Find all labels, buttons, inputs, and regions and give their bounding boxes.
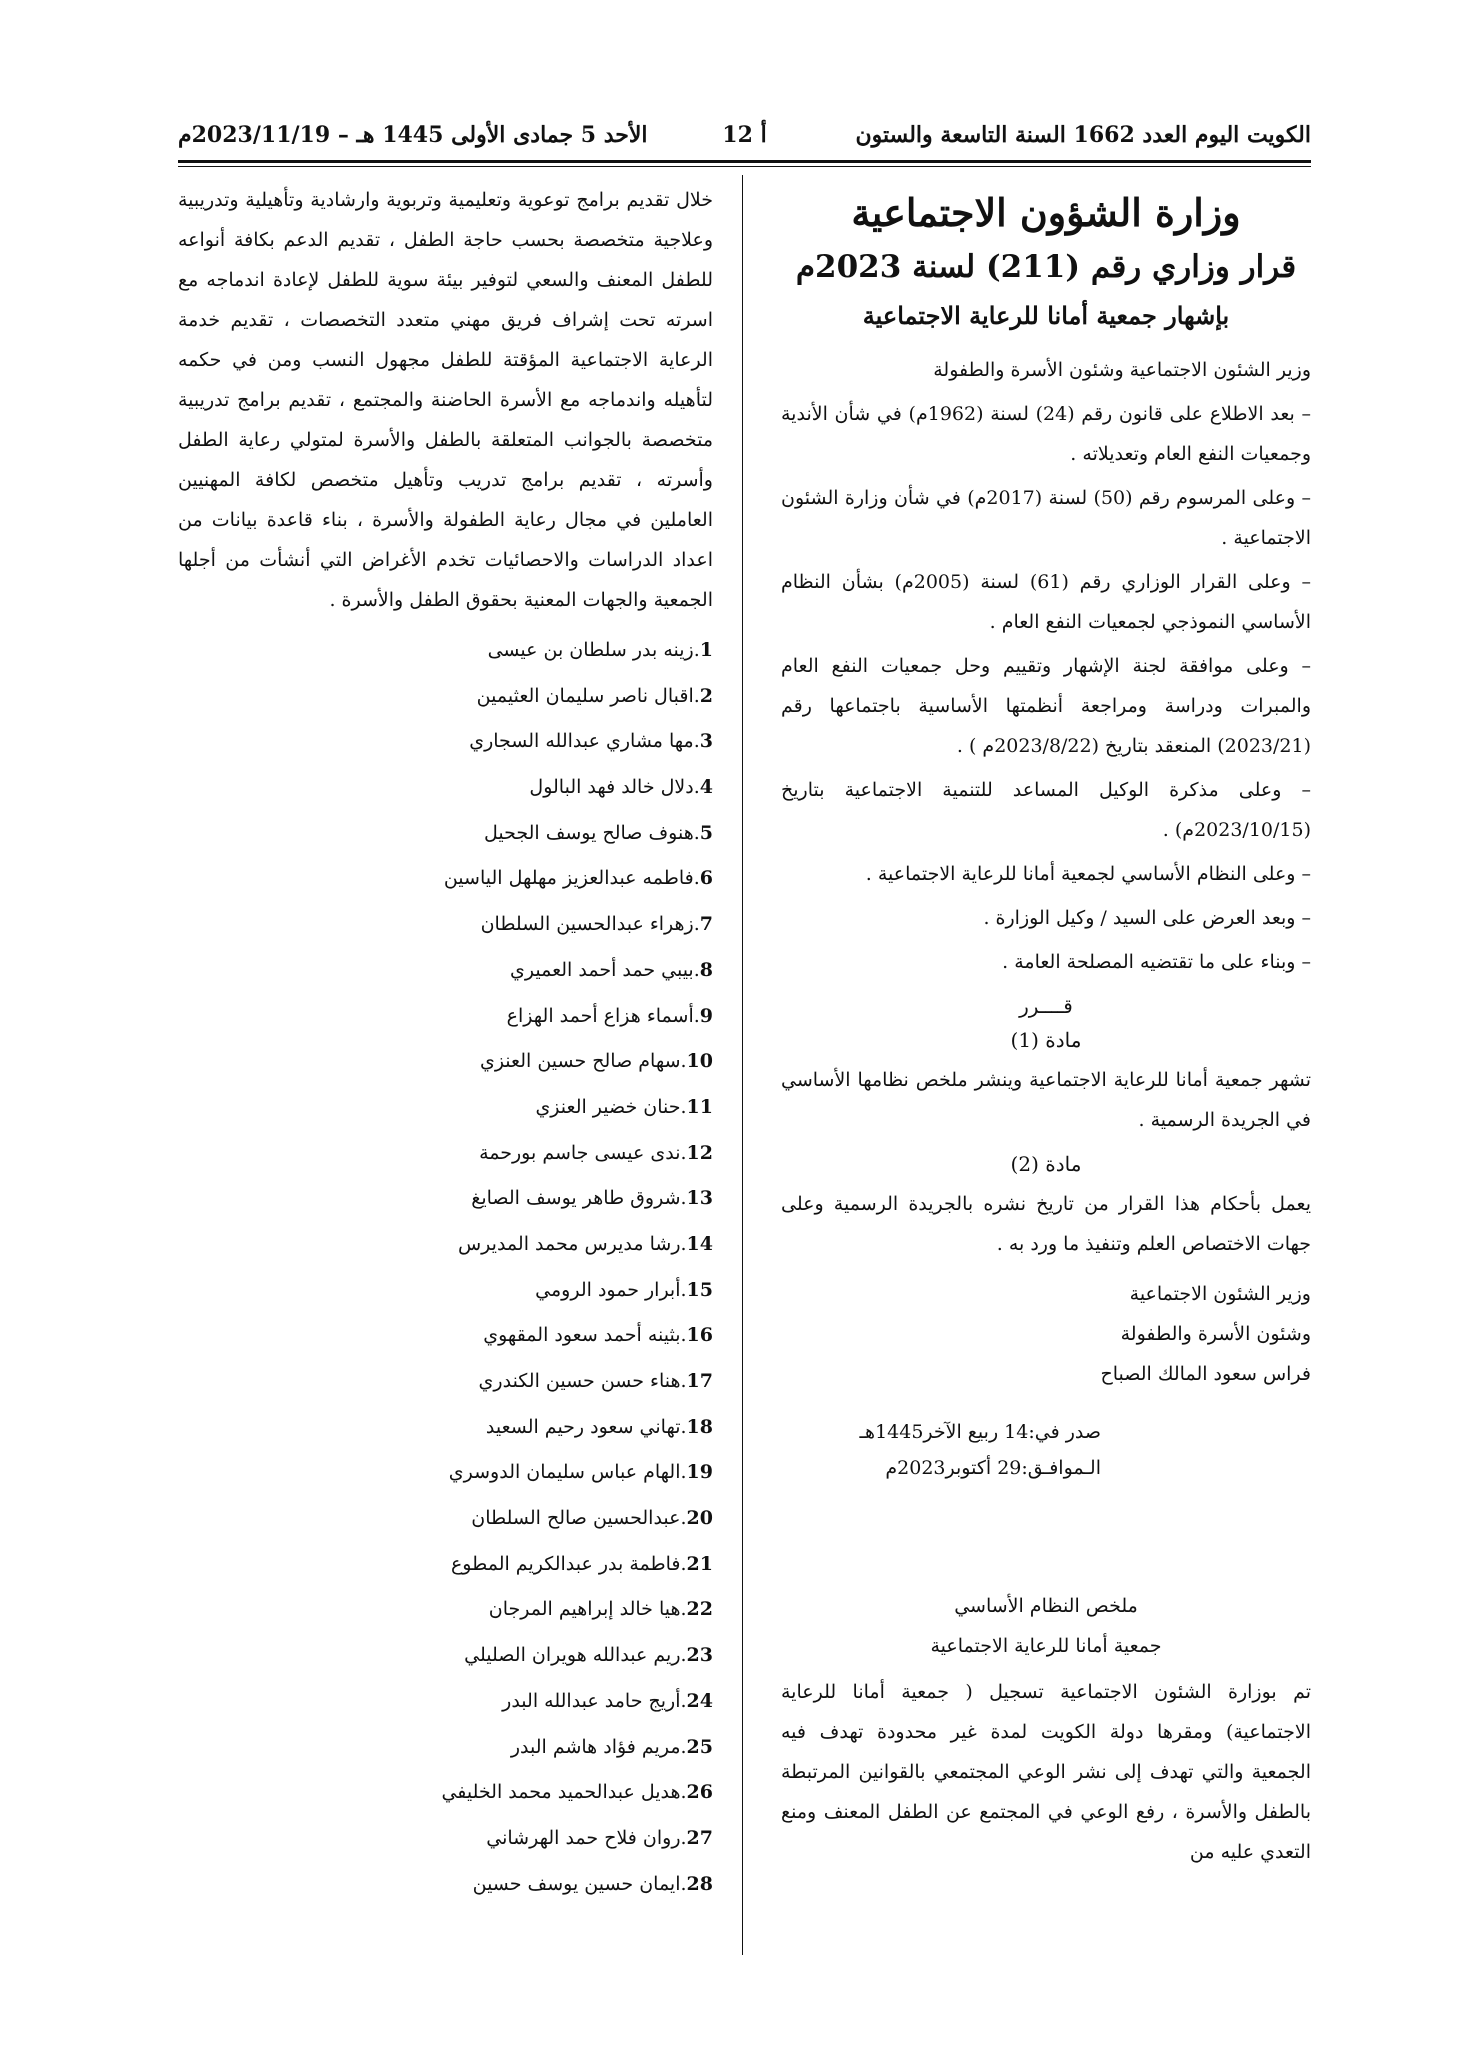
summary-subtitle: جمعية أمانا للرعاية الاجتماعية bbox=[930, 1635, 1162, 1657]
list-item bbox=[178, 1679, 713, 1725]
decided-heading: قــــرر bbox=[1019, 994, 1073, 1018]
member-name: .فاطمة بدر عبدالكريم المطوع bbox=[450, 1552, 687, 1575]
signature-block bbox=[781, 1274, 1311, 1394]
list-item bbox=[178, 1268, 713, 1314]
list-item bbox=[178, 1542, 713, 1588]
list-item bbox=[178, 948, 713, 994]
summary-section bbox=[781, 1586, 1311, 1872]
list-item bbox=[178, 1816, 713, 1862]
header-page-number: أ 12 bbox=[722, 122, 767, 148]
member-number: 11 bbox=[686, 1095, 713, 1118]
column-divider bbox=[742, 175, 743, 1955]
member-number: 24 bbox=[686, 1689, 713, 1712]
member-name: .تهاني سعود رحيم السعيد bbox=[485, 1415, 687, 1438]
list-item bbox=[178, 628, 713, 674]
recital: – بعد الاطلاع على قانون رقم (24) لسنة (1962م) في شأن الأندية وجمعيات النفع العام وتعديلاته . bbox=[781, 403, 1311, 465]
member-number: 26 bbox=[686, 1781, 713, 1804]
list-item bbox=[178, 1131, 713, 1177]
member-number: 7 bbox=[699, 913, 713, 936]
list-item bbox=[178, 1359, 713, 1405]
header-rule-thin bbox=[178, 166, 1311, 167]
member-name: .مريم فؤاد هاشم البدر bbox=[510, 1735, 687, 1758]
list-item bbox=[178, 994, 713, 1040]
list-item bbox=[178, 1862, 713, 1908]
list-item bbox=[178, 1039, 713, 1085]
recital: – وعلى موافقة لجنة الإشهار وتقييم وحل جمعيات النفع العام والمبرات ودراسة ومراجعة أنظمتها الأساسية باجتماعها رقم (2023/21) المنعقد بتاريخ (2023/8/22م ) . bbox=[781, 655, 1311, 757]
member-number: 10 bbox=[686, 1050, 713, 1073]
member-number: 9 bbox=[699, 1004, 713, 1027]
member-name: .روان فلاح حمد الهرشاني bbox=[486, 1826, 687, 1849]
article-1-title: مادة (1) bbox=[1010, 1028, 1082, 1052]
minister-intro: وزير الشئون الاجتماعية وشئون الأسرة والطفولة bbox=[933, 359, 1311, 381]
member-name: .عبدالحسين صالح السلطان bbox=[471, 1507, 687, 1530]
recital: – وعلى القرار الوزاري رقم (61) لسنة (2005م) بشأن النظام الأساسي النموذجي لجمعيات النفع العام . bbox=[781, 571, 1311, 633]
member-name: .أسماء هزاع أحمد الهزاع bbox=[506, 1004, 700, 1027]
recital: – وعلى المرسوم رقم (50) لسنة (2017م) في شأن وزارة الشئون الاجتماعية . bbox=[781, 487, 1311, 549]
issued-gregorian-date: الـموافـق:29 أكتوبر2023م bbox=[885, 1457, 1101, 1479]
right-column bbox=[781, 180, 1311, 1876]
list-item bbox=[178, 674, 713, 720]
member-name: .حنان خضير العنزي bbox=[535, 1095, 687, 1118]
member-number: 21 bbox=[686, 1552, 713, 1575]
member-number: 5 bbox=[699, 821, 713, 844]
list-item bbox=[178, 811, 713, 857]
recital: – وعلى مذكرة الوكيل المساعد للتنمية الاجتماعية بتاريخ (2023/10/15م) . bbox=[781, 779, 1311, 841]
list-item bbox=[178, 719, 713, 765]
member-name: .أريج حامد عبدالله البدر bbox=[502, 1689, 687, 1712]
member-name: .هيا خالد إبراهيم المرجان bbox=[488, 1598, 687, 1621]
list-item bbox=[178, 1770, 713, 1816]
member-name: .دلال خالد فهد البالول bbox=[529, 776, 700, 799]
member-number: 28 bbox=[686, 1872, 713, 1895]
list-item bbox=[178, 1450, 713, 1496]
member-number: 8 bbox=[699, 958, 713, 981]
signature-title-2: وشئون الأسرة والطفولة bbox=[1120, 1323, 1311, 1345]
article-2-text: يعمل بأحكام هذا القرار من تاريخ نشره بالجريدة الرسمية وعلى جهات الاختصاص العلم وتنفيذ ما ورد به . bbox=[781, 1193, 1311, 1255]
member-number: 23 bbox=[686, 1644, 713, 1667]
header-issue-info: الكويت اليوم العدد 1662 السنة التاسعة والستون bbox=[855, 122, 1311, 148]
recital: – وعلى النظام الأساسي لجمعية أمانا للرعاية الاجتماعية . bbox=[865, 863, 1311, 885]
list-item bbox=[178, 1405, 713, 1451]
member-name: .فاطمه عبدالعزيز مهلهل الياسين bbox=[443, 867, 700, 890]
signature-title-1: وزير الشئون الاجتماعية bbox=[1129, 1283, 1311, 1305]
member-number: 25 bbox=[686, 1735, 713, 1758]
member-number: 20 bbox=[686, 1507, 713, 1530]
member-name: .شروق طاهر يوسف الصايغ bbox=[471, 1187, 687, 1210]
member-number: 1 bbox=[699, 639, 713, 661]
summary-continuation: خلال تقديم برامج توعوية وتعليمية وتربوية وارشادية وتأهيلية وتدريبية وعلاجية متخصصة بحسب حاجة الطفل ، تقديم الدعم بكافة أنواعه للطفل المعنف والسعي لتوفير بيئة سوية للطفل لإعادة اندماجه مع اسرته تحت إشراف فريق مهني متعدد التخصصات ، تقديم خدمة الرعاية الاجتماعية المؤقتة للطفل مجهول النسب ومن في حكمه لتأهيله واندماجه مع الأسرة الحاضنة والمجتمع ، تقديم برامج تدريبية متخصصة بالجوانب المتعلقة بالطفل والأسرة لمتولي رعاية الطفل وأسرته ، تقديم برامج تدريب وتأهيل متخصص لكافة المهنيين العاملين في مجال رعاية الطفولة والأسرة ، بناء قاعدة بيانات من اعداد الدراسات والاحصائيات تخدم الأغراض التي أنشأت من أجلها الجمعية والجهات المعنية بحقوق الطفل والأسرة . bbox=[178, 189, 713, 611]
member-number: 16 bbox=[686, 1324, 713, 1347]
recital: – وبناء على ما تقتضيه المصلحة العامة . bbox=[1002, 951, 1311, 973]
summary-text: تم بوزارة الشئون الاجتماعية تسجيل ( جمعية أمانا للرعاية الاجتماعية) ومقرها دولة الكويت لمدة غير محدودة تهدف فيه الجمعية والتي تهدف إلى نشر الوعي المجتمعي بالقوانين المرتبطة بالطفل والأسرة ، رفع الوعي في المجتمع عن الطفل المعنف ومنع التعدي عليه من bbox=[781, 1681, 1311, 1863]
page-header bbox=[178, 118, 1311, 162]
member-name: .ايمان حسين يوسف حسين bbox=[472, 1872, 687, 1895]
list-item bbox=[178, 856, 713, 902]
member-name: .بثينه أحمد سعود المقهوي bbox=[483, 1324, 687, 1347]
member-number: 22 bbox=[686, 1598, 713, 1621]
list-item bbox=[178, 1313, 713, 1359]
recital: – وبعد العرض على السيد / وكيل الوزارة . bbox=[983, 907, 1311, 929]
founding-members-list bbox=[178, 628, 713, 1907]
member-name: .زينه بدر سلطان بن عيسى bbox=[487, 639, 700, 661]
member-number: 14 bbox=[686, 1232, 713, 1255]
member-number: 27 bbox=[686, 1826, 713, 1849]
member-name: .هديل عبدالحميد محمد الخليفي bbox=[441, 1781, 687, 1804]
member-number: 17 bbox=[686, 1370, 713, 1392]
list-item bbox=[178, 902, 713, 948]
member-name: .زهراء عبدالحسين السلطان bbox=[480, 913, 700, 936]
member-name: .هنوف صالح يوسف الجحيل bbox=[483, 821, 700, 844]
member-name: .ندى عيسى جاسم بورحمة bbox=[479, 1141, 687, 1164]
summary-title: ملخص النظام الأساسي bbox=[954, 1595, 1138, 1617]
member-name: .أبرار حمود الرومي bbox=[535, 1278, 687, 1301]
left-column bbox=[178, 180, 713, 1907]
member-name: .الهام عباس سليمان الدوسري bbox=[448, 1461, 687, 1484]
member-number: 13 bbox=[686, 1187, 713, 1210]
issued-hijri-date: صدر في:14 ربيع الآخر1445هـ bbox=[859, 1421, 1101, 1443]
member-number: 12 bbox=[686, 1141, 713, 1164]
list-item bbox=[178, 1633, 713, 1679]
list-item bbox=[178, 765, 713, 811]
article-2-title: مادة (2) bbox=[1010, 1152, 1082, 1176]
list-item bbox=[178, 1222, 713, 1268]
list-item bbox=[178, 1176, 713, 1222]
member-name: .اقبال ناصر سليمان العثيمين bbox=[476, 684, 700, 707]
member-number: 3 bbox=[699, 730, 713, 753]
member-number: 19 bbox=[686, 1461, 713, 1484]
ministry-title: وزارة الشؤون الاجتماعية bbox=[851, 190, 1241, 235]
header-date: الأحد 5 جمادى الأولى 1445 هـ – 2023/11/19م bbox=[178, 122, 648, 148]
member-name: .ريم عبدالله هويران الصليلي bbox=[464, 1644, 687, 1667]
list-item bbox=[178, 1496, 713, 1542]
member-name: .بيبي حمد أحمد العميري bbox=[510, 958, 700, 981]
member-number: 18 bbox=[686, 1415, 713, 1438]
member-number: 2 bbox=[699, 684, 713, 707]
article-1-text: تشهر جمعية أمانا للرعاية الاجتماعية وينشر ملخص نظامها الأساسي في الجريدة الرسمية . bbox=[781, 1069, 1311, 1131]
member-number: 6 bbox=[699, 867, 713, 890]
list-item bbox=[178, 1725, 713, 1771]
member-name: .رشا مديرس محمد المديرس bbox=[457, 1232, 687, 1255]
decree-subject: بإشهار جمعية أمانا للرعاية الاجتماعية bbox=[862, 301, 1230, 330]
signature-name: فراس سعود المالك الصباح bbox=[1100, 1363, 1311, 1385]
list-item bbox=[178, 1587, 713, 1633]
decree-title: قرار وزاري رقم (211) لسنة 2023م bbox=[795, 249, 1297, 285]
member-number: 15 bbox=[686, 1278, 713, 1301]
member-name: .هناء حسن حسين الكندري bbox=[478, 1370, 687, 1392]
list-item bbox=[178, 1085, 713, 1131]
member-name: .مها مشاري عبدالله السجاري bbox=[469, 730, 700, 753]
member-number: 4 bbox=[699, 776, 713, 799]
issued-date-block bbox=[781, 1414, 1321, 1486]
header-rule bbox=[178, 160, 1311, 163]
member-name: .سهام صالح حسين العنزي bbox=[479, 1050, 687, 1073]
